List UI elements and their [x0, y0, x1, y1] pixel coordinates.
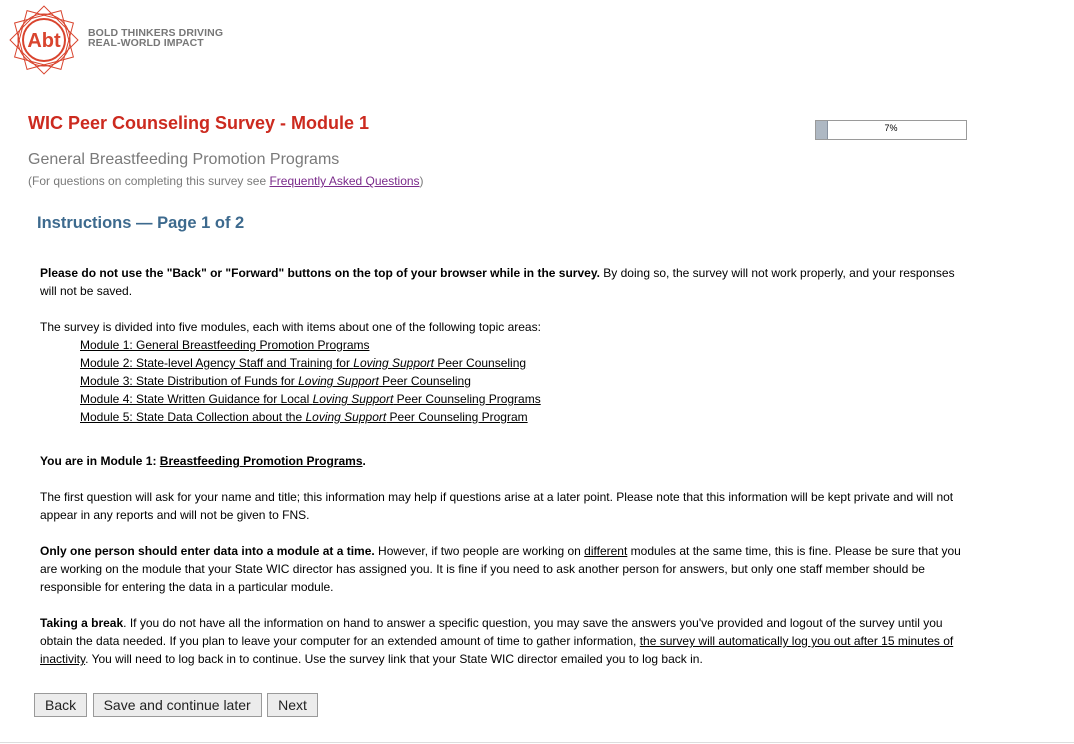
one-person-text-b: modules at the same time, this is fine. Please be sure that you are working on the module that your State WIC director has assigned you. It is fine if you need to ask another person for answers, but only one staff member should be responsible for entering the data in a particular module. — [40, 544, 961, 594]
module-link-5[interactable] — [80, 408, 541, 426]
module-link-text: Module 3: State Distribution of Funds for — [80, 374, 299, 388]
next-button[interactable]: Next — [267, 693, 318, 717]
one-person-underline: different — [584, 544, 628, 558]
module-link-text-end: Peer Counseling — [434, 356, 527, 370]
module-link-text-end: Peer Counseling Program — [386, 410, 528, 424]
module-subtitle: General Breastfeeding Promotion Programs — [28, 151, 340, 168]
module-link-3[interactable] — [80, 372, 541, 390]
save-continue-later-button[interactable]: Save and continue later — [93, 693, 262, 717]
faq-suffix: ) — [419, 174, 424, 188]
module-link-italic: Loving Support — [312, 392, 394, 406]
back-button[interactable]: Back — [34, 693, 87, 717]
faq-line — [28, 174, 424, 188]
module-link-italic: Loving Support — [298, 374, 379, 388]
faq-prefix: (For questions on completing this survey see — [28, 174, 270, 188]
browser-warning-paragraph — [40, 264, 970, 300]
module-link-text: Module 4: State Written Guidance for Local — [80, 392, 313, 406]
browser-warning-text: By doing so, the survey will not work properly, and your responses will not be saved. — [40, 266, 955, 298]
current-module-prefix: You are in Module 1: — [40, 454, 160, 468]
taking-break-text-b: . You will need to log back in to continue. Use the survey link that your State WIC director emailed you to log back in. — [85, 652, 703, 666]
module-link-4[interactable] — [80, 390, 541, 408]
browser-warning-bold: Please do not use the "Back" or "Forward" buttons on the top of your browser while in the survey. — [40, 266, 600, 280]
module-link-text-end: Peer Counseling — [378, 374, 471, 388]
current-module-paragraph — [40, 452, 970, 470]
logo-tagline — [88, 28, 223, 48]
tagline-line-2: REAL-WORLD IMPACT — [88, 37, 204, 49]
module-link-text: Module 2: State-level Agency Staff and Training for — [80, 356, 354, 370]
current-module-end: . — [362, 454, 366, 468]
taking-break-paragraph — [40, 614, 970, 668]
module-link-text-end: Peer Counseling Programs — [393, 392, 541, 406]
page-title: WIC Peer Counseling Survey - Module 1 — [28, 113, 370, 133]
tagline-line-1: BOLD THINKERS DRIVING — [88, 27, 224, 39]
one-person-text-a: However, if two people are working on — [374, 544, 585, 558]
abt-logo-mark — [8, 4, 80, 76]
module-link-italic: Loving Support — [353, 356, 435, 370]
taking-break-underline: the survey will automatically log you out after 15 minutes of inactivity — [40, 634, 954, 666]
module-link-text: Module 1: General Breastfeeding Promotion Programs — [80, 338, 370, 352]
faq-link[interactable]: Frequently Asked Questions — [269, 174, 420, 188]
module-link-2[interactable] — [80, 354, 541, 372]
module-link-text: Module 5: State Data Collection about the — [80, 410, 306, 424]
svg-text:Abt: Abt — [27, 30, 61, 52]
module-link-1[interactable] — [80, 336, 541, 354]
progress-bar — [815, 120, 967, 140]
abt-logo — [8, 4, 228, 76]
module-link-italic: Loving Support — [305, 410, 387, 424]
one-person-bold: Only one person should enter data into a module at a time. — [40, 544, 375, 558]
page-bottom-divider — [0, 742, 1074, 743]
progress-label: 7% — [884, 123, 898, 133]
navigation-buttons — [34, 693, 319, 717]
one-person-paragraph — [40, 542, 970, 596]
instructions-heading: Instructions — Page 1 of 2 — [37, 214, 245, 232]
name-title-paragraph: The first question will ask for your name and title; this information may help if questions arise at a later point. Please note that this information will be kept private and will not appear in any reports and will not be given to FNS. — [40, 490, 954, 522]
current-module-name: Breastfeeding Promotion Programs — [159, 454, 363, 468]
taking-break-text-a: . If you do not have all the information on hand to answer a specific question, you may save the answers you've provided and logout of the survey until you obtain the data needed. If you plan to leave your computer for an extended amount of time to gather information, — [40, 616, 943, 648]
taking-break-bold: Taking a break — [40, 616, 124, 630]
module-list — [80, 336, 541, 426]
modules-intro: The survey is divided into five modules, each with items about one of the following topic areas: — [40, 320, 541, 334]
